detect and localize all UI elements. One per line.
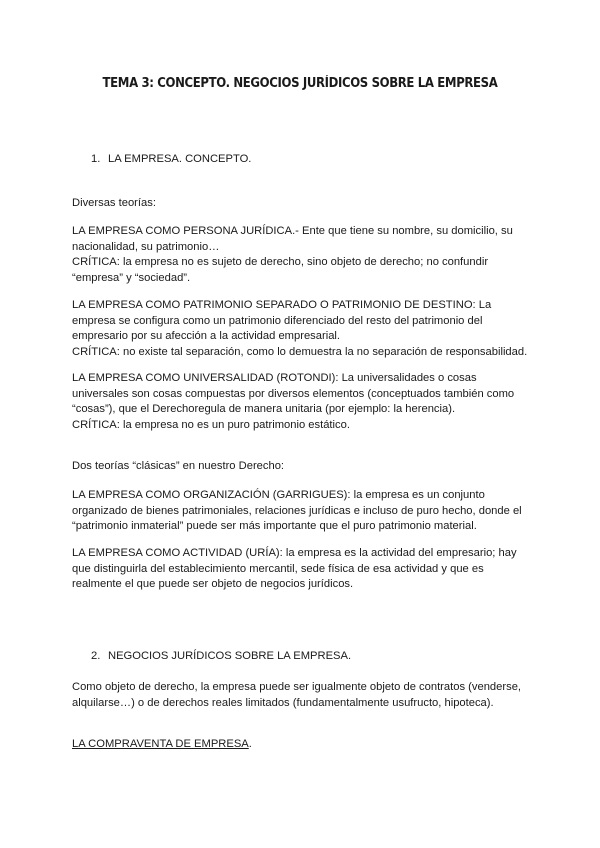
section-2-number: 2. xyxy=(91,650,101,662)
text-line: Como objeto de derecho, la empresa puede ser igualmente objeto de contratos (venderse, xyxy=(72,681,522,693)
text-line: empresario por su afección a la actividad empresarial. xyxy=(72,330,341,342)
text-line: empresa se configura como un patrimonio diferenciado del resto del patrimonio del xyxy=(72,314,483,327)
text-line: organizado de bienes patrimoniales, relaciones jurídicas e incluso de puro hecho, donde el xyxy=(72,504,522,517)
paragraph-organizacion xyxy=(72,488,532,535)
section-2-heading xyxy=(91,650,351,662)
text-line: “empresa” y “sociedad”. xyxy=(72,271,191,284)
paragraph-objeto-derecho xyxy=(72,680,532,711)
diversas-teorias: Diversas teorías: xyxy=(72,197,156,209)
text-line: “patrimonio inmaterial” puede ser más importante que el puro patrimonio material. xyxy=(72,520,477,532)
text-line: LA EMPRESA COMO PATRIMONIO SEPARADO O PATRIMONIO DE DESTINO: La xyxy=(72,299,492,311)
text-line: “cosas”), que el Derechoregula de manera unitaria (por ejemplo: la herencia). xyxy=(72,403,456,415)
paragraph-persona-juridica xyxy=(72,224,532,286)
paragraph-actividad xyxy=(72,546,532,593)
section-1-heading xyxy=(91,153,251,165)
text-line: CRÍTICA: la empresa no es sujeto de derecho, sino objeto de derecho; no confundir xyxy=(72,256,489,268)
text-line: alquilarse…) o de derechos reales limitados (fundamentalmente usufructo, hipoteca). xyxy=(72,696,494,709)
section-1-number: 1. xyxy=(91,153,101,165)
compraventa-label: LA COMPRAVENTA DE EMPRESA xyxy=(72,738,249,750)
compraventa-punct: . xyxy=(248,738,252,750)
section-2-text: NEGOCIOS JURÍDICOS SOBRE LA EMPRESA. xyxy=(108,650,352,662)
text-line: LA EMPRESA COMO ORGANIZACIÓN (GARRIGUES): la empresa es un conjunto xyxy=(72,489,485,501)
text-line: LA EMPRESA COMO UNIVERSALIDAD (ROTONDI): La universalidades o cosas xyxy=(72,372,477,384)
section-1-text: LA EMPRESA. CONCEPTO. xyxy=(108,153,252,165)
text-line: nacionalidad, su patrimonio… xyxy=(72,240,220,253)
text-line: CRÍTICA: la empresa no es un puro patrimonio estático. xyxy=(72,418,350,431)
dos-teorias-clasicas: Dos teorías “clásicas” en nuestro Derecho: xyxy=(72,460,285,472)
text-line: que distinguirla del establecimiento mercantil, sede física de esa actividad y que es xyxy=(72,562,484,575)
text-line: realmente el que puede ser objeto de negocios jurídicos. xyxy=(72,578,354,590)
page-title: TEMA 3: CONCEPTO. NEGOCIOS JURÍDICOS SOBRE LA EMPRESA xyxy=(102,76,498,91)
text-line: CRÍTICA: no existe tal separación, como lo demuestra la no separación de responsabilidad. xyxy=(72,345,528,358)
paragraph-patrimonio xyxy=(72,298,532,360)
paragraph-universalidad xyxy=(72,371,532,433)
compraventa-heading xyxy=(72,737,532,753)
text-line: LA EMPRESA COMO ACTIVIDAD (URÍA): la empresa es la actividad del empresario; hay xyxy=(72,547,517,559)
text-line: LA EMPRESA COMO PERSONA JURÍDICA.- Ente que tiene su nombre, su domicilio, su xyxy=(72,225,513,237)
text-line: universales son cosas compuestas por diversos elementos (conceptuados también como xyxy=(72,387,515,400)
